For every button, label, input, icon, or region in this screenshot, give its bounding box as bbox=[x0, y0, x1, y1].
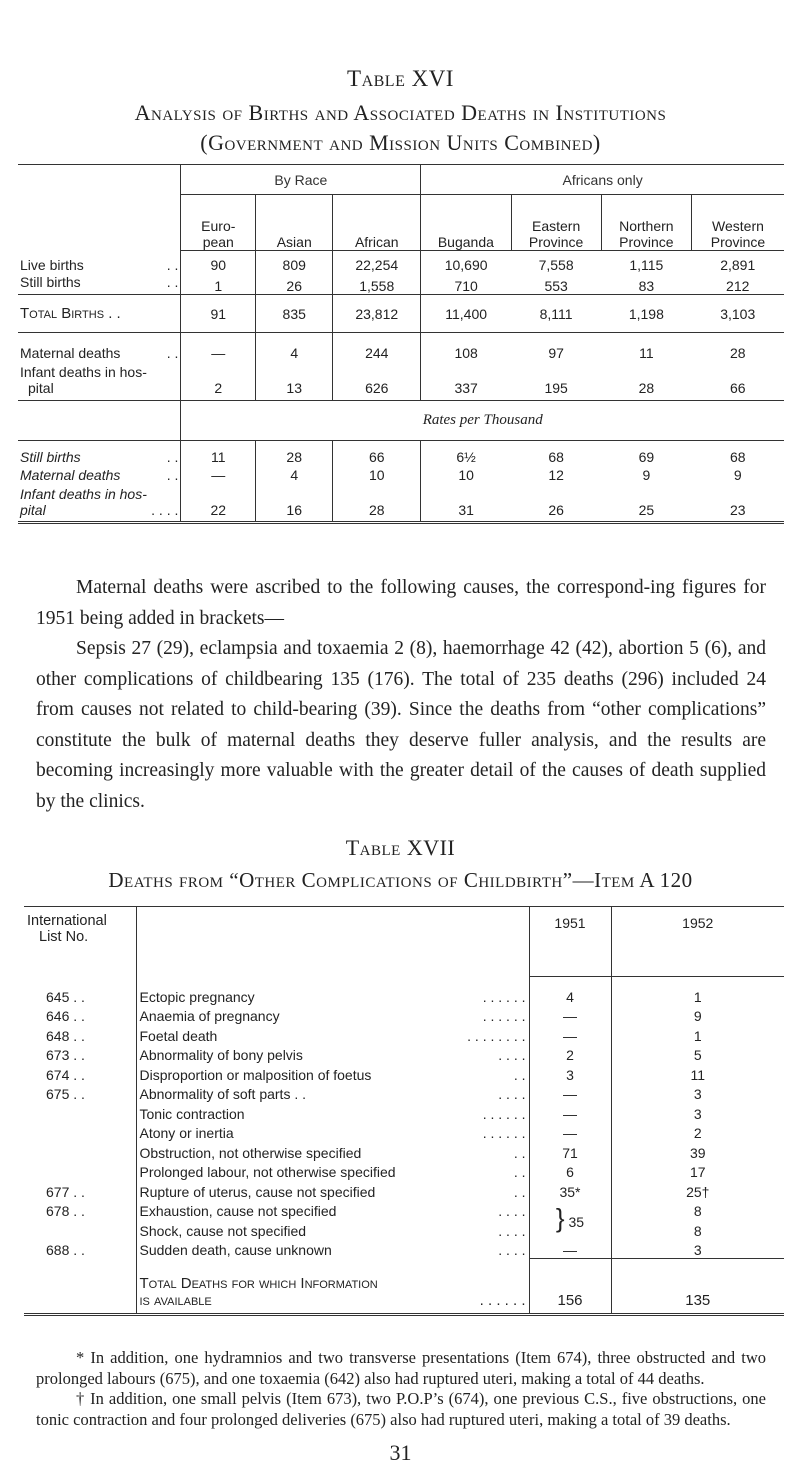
table17-row: 673 . . Abnormality of bony pelvis . . . . 2 5 bbox=[24, 1044, 784, 1064]
table17 bbox=[24, 906, 784, 1316]
col-western: Western Province bbox=[691, 195, 784, 251]
table17-row: 675 . . Abnormality of soft parts . . . . . . — 3 bbox=[24, 1083, 784, 1103]
rates-heading: Rates per Thousand bbox=[181, 401, 784, 441]
row-total-births: Total Births . . 91 835 23,812 11,400 8,111 1,198 3,103 bbox=[18, 295, 784, 333]
table17-row: 688 . . Sudden death, cause unknown . . . . — 3 bbox=[24, 1239, 784, 1259]
row-total-deaths: Total Deaths for which Information is available . . . . . . 156 135 bbox=[24, 1258, 784, 1314]
footnote-dagger: † In addition, one small pelvis (Item 673), two P.O.P’s (674), one previous C.S., five obstructions, one tonic contraction and four prolonged deliveries (675) also had ruptured uteri, making a total of 39 deaths. bbox=[36, 1389, 766, 1429]
table17-title: Table XVII bbox=[345, 835, 456, 860]
table17-row: Shock, cause not specified . . . . 8 bbox=[24, 1219, 784, 1239]
page-number: 31 bbox=[389, 1440, 412, 1465]
rate-still-births: Still births . . 11 28 66 6½ 68 69 68 bbox=[18, 441, 784, 465]
table17-row: Obstruction, not otherwise specified . . 71 39 bbox=[24, 1141, 784, 1161]
paragraph-causes-detail: Sepsis 27 (29), eclampsia and toxaemia 2 (8), haemorrhage 42 (42), abortion 5 (6), and other complications of childbearing 135 (176). The total of 235 deaths (296) included 24 from causes not related to child-bearing (39). Since the deaths from “other complications” constitute the bulk of maternal deaths they deserve fuller analysis, and the results are becoming increasingly more valuable with the greater detail of the causes of death supplied by the clinics. bbox=[36, 638, 766, 812]
table17-row: 674 . . Disproportion or malposition of foetus . . 3 11 bbox=[24, 1063, 784, 1083]
col-eastern: Eastern Province bbox=[511, 195, 601, 251]
col-1952: 1952 bbox=[611, 907, 784, 977]
row-live-births: Live births . . 90 809 22,254 10,690 7,558 1,115 2,891 bbox=[18, 251, 784, 273]
table16-subtitle1: Analysis of Births and Associated Deaths in Institutions bbox=[134, 100, 667, 125]
col-buganda: Buganda bbox=[421, 195, 511, 251]
table17-body bbox=[24, 977, 784, 1259]
group-by-race: By Race bbox=[181, 165, 421, 195]
rate-maternal-deaths: Maternal deaths . . — 4 10 10 12 9 9 bbox=[20, 466, 742, 483]
rates-heading-row bbox=[18, 401, 784, 441]
table17-row: 648 . . Foetal death . . . . . . . . — 1 bbox=[24, 1024, 784, 1044]
table17-row: 677 . . Rupture of uterus, cause not specified . . 35* 25† bbox=[24, 1180, 784, 1200]
footnote-asterisk: * In addition, one hydramnios and two transverse presentations (Item 674), three obstructed and two prolonged labours (675), and one toxaemia (642) also had ruptured uteri, making a total of 44 deaths. bbox=[36, 1348, 766, 1388]
table16-subtitle2: (Government and Mission Units Combined) bbox=[200, 130, 601, 155]
col-northern: Northern Province bbox=[601, 195, 691, 251]
table17-row: 645 . . Ectopic pregnancy . . . . . . 4 1 bbox=[24, 977, 784, 1005]
paragraph-causes-intro: Maternal deaths were ascribed to the following causes, the correspond-ing figures for 1951 being added in brackets— bbox=[36, 577, 766, 629]
table17-row: 646 . . Anaemia of pregnancy . . . . . . — 9 bbox=[24, 1005, 784, 1025]
table16 bbox=[18, 164, 784, 524]
col-1951: 1951 bbox=[529, 907, 611, 977]
table16-title: Table XVI bbox=[347, 66, 454, 91]
table17-row: Atony or inertia . . . . . . — 2 bbox=[24, 1122, 784, 1142]
rate-infant-deaths: Infant deaths in hos- pital . . . . 22 16 28 31 26 25 23 bbox=[18, 483, 784, 523]
table17-row: Tonic contraction . . . . . . — 3 bbox=[24, 1102, 784, 1122]
table17-subtitle: Deaths from “Other Complications of Childbirth”—Item A 120 bbox=[108, 868, 693, 892]
table17-row: Prolonged labour, not otherwise specified . . 6 17 bbox=[24, 1161, 784, 1181]
col-euro: Euro- pean bbox=[181, 195, 256, 251]
group-africans-only: Africans only bbox=[421, 165, 784, 195]
row-infant-deaths: Infant deaths in hos- pital 2 13 626 337 195 28 66 bbox=[18, 361, 784, 401]
row-still-births: Still births . . 1 26 1,558 710 553 83 212 bbox=[18, 273, 784, 295]
col-african: African bbox=[333, 195, 421, 251]
col-asian: Asian bbox=[256, 195, 333, 251]
col-list-no: International List No. bbox=[27, 913, 107, 945]
table17-row: 678 . . Exhaustion, cause not specified . . . . } 35 8 bbox=[24, 1200, 784, 1220]
row-maternal-deaths: Maternal deaths . . — 4 244 108 97 11 28 bbox=[18, 333, 784, 361]
